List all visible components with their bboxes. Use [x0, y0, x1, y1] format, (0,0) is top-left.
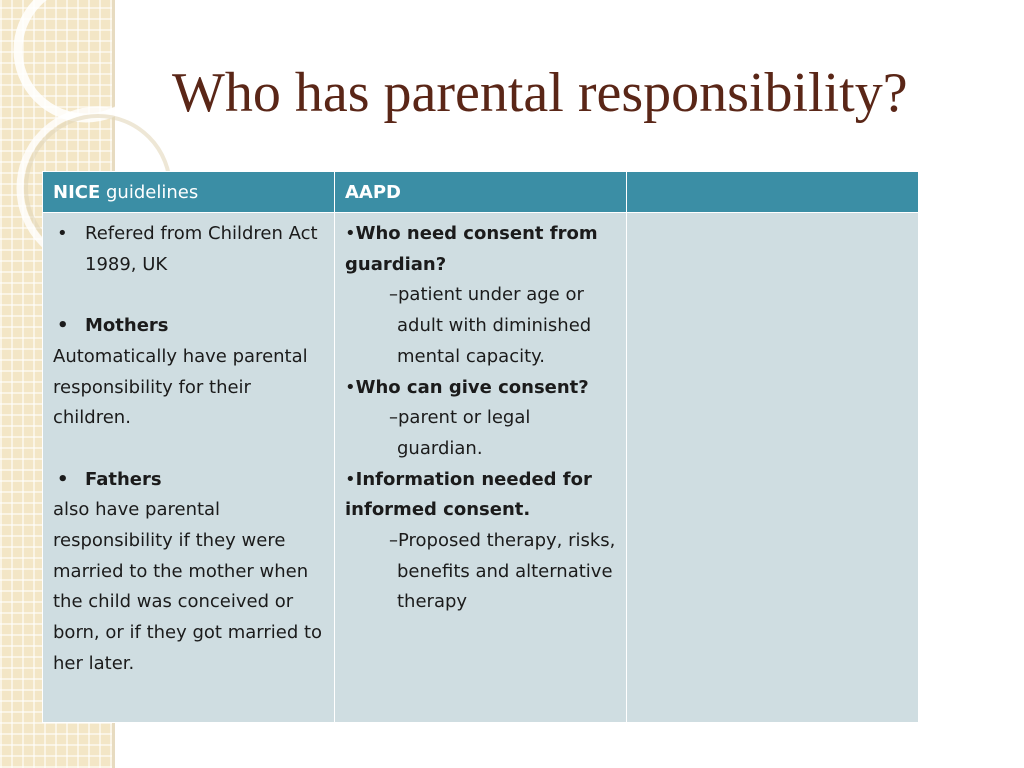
aapd-bullet-3: • [345, 468, 356, 490]
aapd-question-3 [345, 465, 616, 526]
aapd-bullet-1: • [345, 223, 356, 244]
aapd-question-1 [345, 219, 616, 280]
header-aapd [335, 172, 627, 213]
header-empty [627, 172, 919, 213]
nice-fathers-list [53, 465, 324, 496]
nice-mothers-heading: • Mothers [53, 311, 324, 342]
nice-fathers-text: also have parental responsibility if they were married to the mother when the child was conceived or born, or if they got married to her later. [53, 499, 323, 674]
slide-title: Who has parental responsibility? [172, 62, 908, 124]
nice-mothers-text: Automatically have parental responsibility for their children. [53, 345, 308, 429]
aapd-question-2 [345, 373, 616, 404]
header-nice-sub: guidelines [100, 181, 199, 203]
cell-nice [43, 213, 335, 723]
nice-ref-list [53, 219, 324, 280]
aapd-answer-2: –parent or legal guardian. [389, 407, 531, 459]
nice-ref-item: • Refered from Children Act 1989, UK [53, 219, 324, 280]
header-nice-guidelines [43, 172, 335, 213]
aapd-answer-1: –patient under age or adult with diminished mental capacity. [389, 284, 592, 367]
cell-aapd [335, 213, 627, 723]
comparison-table [42, 171, 919, 723]
decorative-ring-upper [18, 0, 154, 118]
header-aapd-label: AAPD [345, 181, 401, 203]
header-nice-label: NICE [53, 181, 101, 203]
aapd-answer-3: –Proposed therapy, risks, benefits and alternative therapy [389, 530, 616, 613]
table-header-row [43, 172, 919, 213]
aapd-question-2-text: Who can give consent? [355, 376, 589, 398]
nice-mothers-list [53, 311, 324, 342]
aapd-question-1-text: Who need consent from guardian? [345, 223, 598, 275]
aapd-question-3-text: Information needed for informed consent. [345, 468, 592, 521]
aapd-bullet-2: • [345, 376, 356, 398]
cell-empty [627, 213, 919, 723]
nice-fathers-heading: • Fathers [53, 465, 324, 496]
table-body-row [43, 213, 919, 723]
